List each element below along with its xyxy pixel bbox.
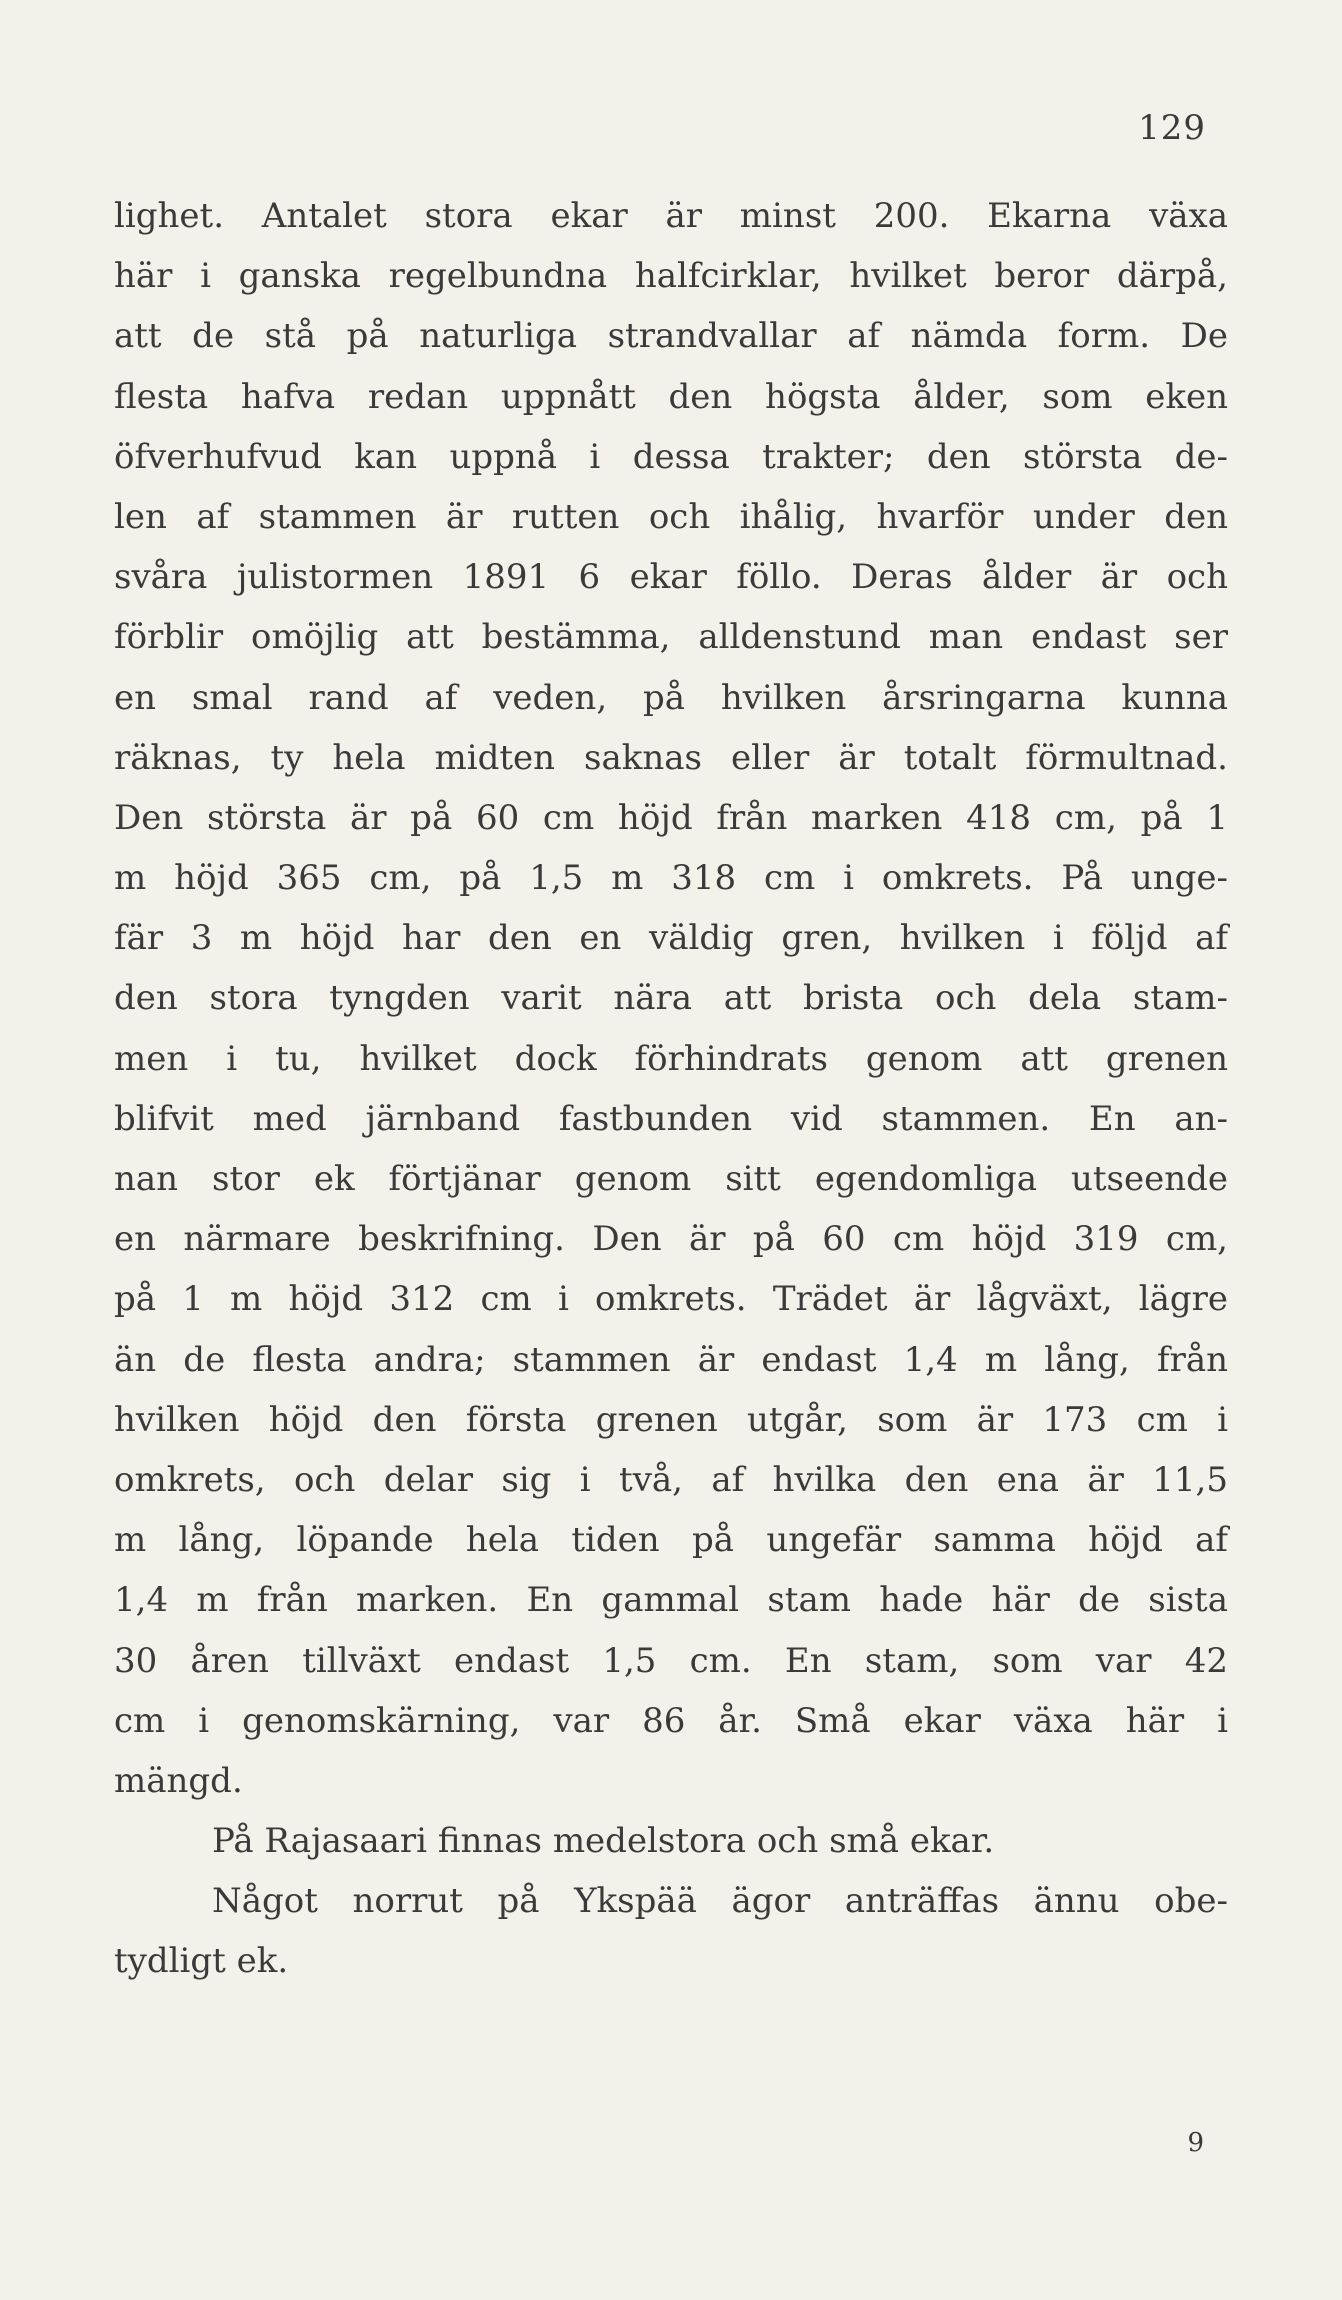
text-line: blifvit med järnband fastbunden vid stammen. En an- — [114, 1098, 1228, 1139]
text-line: öfverhufvud kan uppnå i dessa trakter; den största de- — [114, 436, 1228, 477]
text-line: len af stammen är rutten och ihålig, hvarför under den — [114, 496, 1228, 537]
text-line: än de flesta andra; stammen är endast 1,4 m lång, från — [114, 1339, 1228, 1380]
text-line: förblir omöjlig att bestämma, alldenstund man endast ser — [114, 617, 1228, 658]
text-line: mängd. — [114, 1760, 243, 1801]
text-line: svåra julistormen 1891 6 ekar föllo. Deras ålder är och — [114, 557, 1228, 598]
text-line: räknas, ty hela midten saknas eller är totalt förmultnad. — [114, 737, 1228, 778]
text-line: hvilken höjd den första grenen utgår, som är 173 cm i — [114, 1399, 1228, 1440]
text-line: Den största är på 60 cm höjd från marken 418 cm, på 1 — [114, 797, 1228, 838]
text-line: 30 åren tillväxt endast 1,5 cm. En stam, som var 42 — [114, 1640, 1228, 1681]
body-text — [114, 186, 1228, 1992]
text-line: att de stå på naturliga strandvallar af nämda form. De — [114, 316, 1228, 357]
text-line: m höjd 365 cm, på 1,5 m 318 cm i omkrets. På unge- — [114, 858, 1228, 899]
text-line: m lång, löpande hela tiden på ungefär samma höjd af — [114, 1520, 1228, 1561]
paragraph-line: Något norrut på Ykspää ägor anträffas ännu obe- — [212, 1881, 1228, 1922]
text-line: här i ganska regelbundna halfcirklar, hvilket beror därpå, — [114, 256, 1228, 297]
text-line: omkrets, och delar sig i två, af hvilka den ena är 11,5 — [114, 1459, 1228, 1500]
text-line: fär 3 m höjd har den en väldig gren, hvilken i följd af — [114, 918, 1228, 959]
text-line: 1,4 m från marken. En gammal stam hade här de sista — [114, 1580, 1228, 1621]
signature-mark: 9 — [1187, 2128, 1204, 2158]
text-line: den stora tyngden varit nära att brista och dela stam- — [114, 978, 1228, 1019]
text-line: en smal rand af veden, på hvilken årsringarna kunna — [114, 677, 1228, 718]
text-line: på 1 m höjd 312 cm i omkrets. Trädet är lågväxt, lägre — [114, 1279, 1228, 1320]
text-line: tydligt ek. — [114, 1941, 289, 1982]
text-line: lighet. Antalet stora ekar är minst 200. Ekarna växa — [114, 196, 1228, 236]
text-line: nan stor ek förtjänar genom sitt egendomliga utseende — [114, 1159, 1228, 1199]
page-number: 129 — [1138, 108, 1206, 148]
paragraph-line: På Rajasaari finnas medelstora och små ekar. — [212, 1821, 995, 1862]
text-line: men i tu, hvilket dock förhindrats genom att grenen — [114, 1038, 1228, 1079]
text-line: cm i genomskärning, var 86 år. Små ekar växa här i — [114, 1700, 1228, 1741]
text-line: flesta hafva redan uppnått den högsta ålder, som eken — [114, 376, 1228, 417]
text-line: en närmare beskrifning. Den är på 60 cm höjd 319 cm, — [114, 1219, 1228, 1260]
